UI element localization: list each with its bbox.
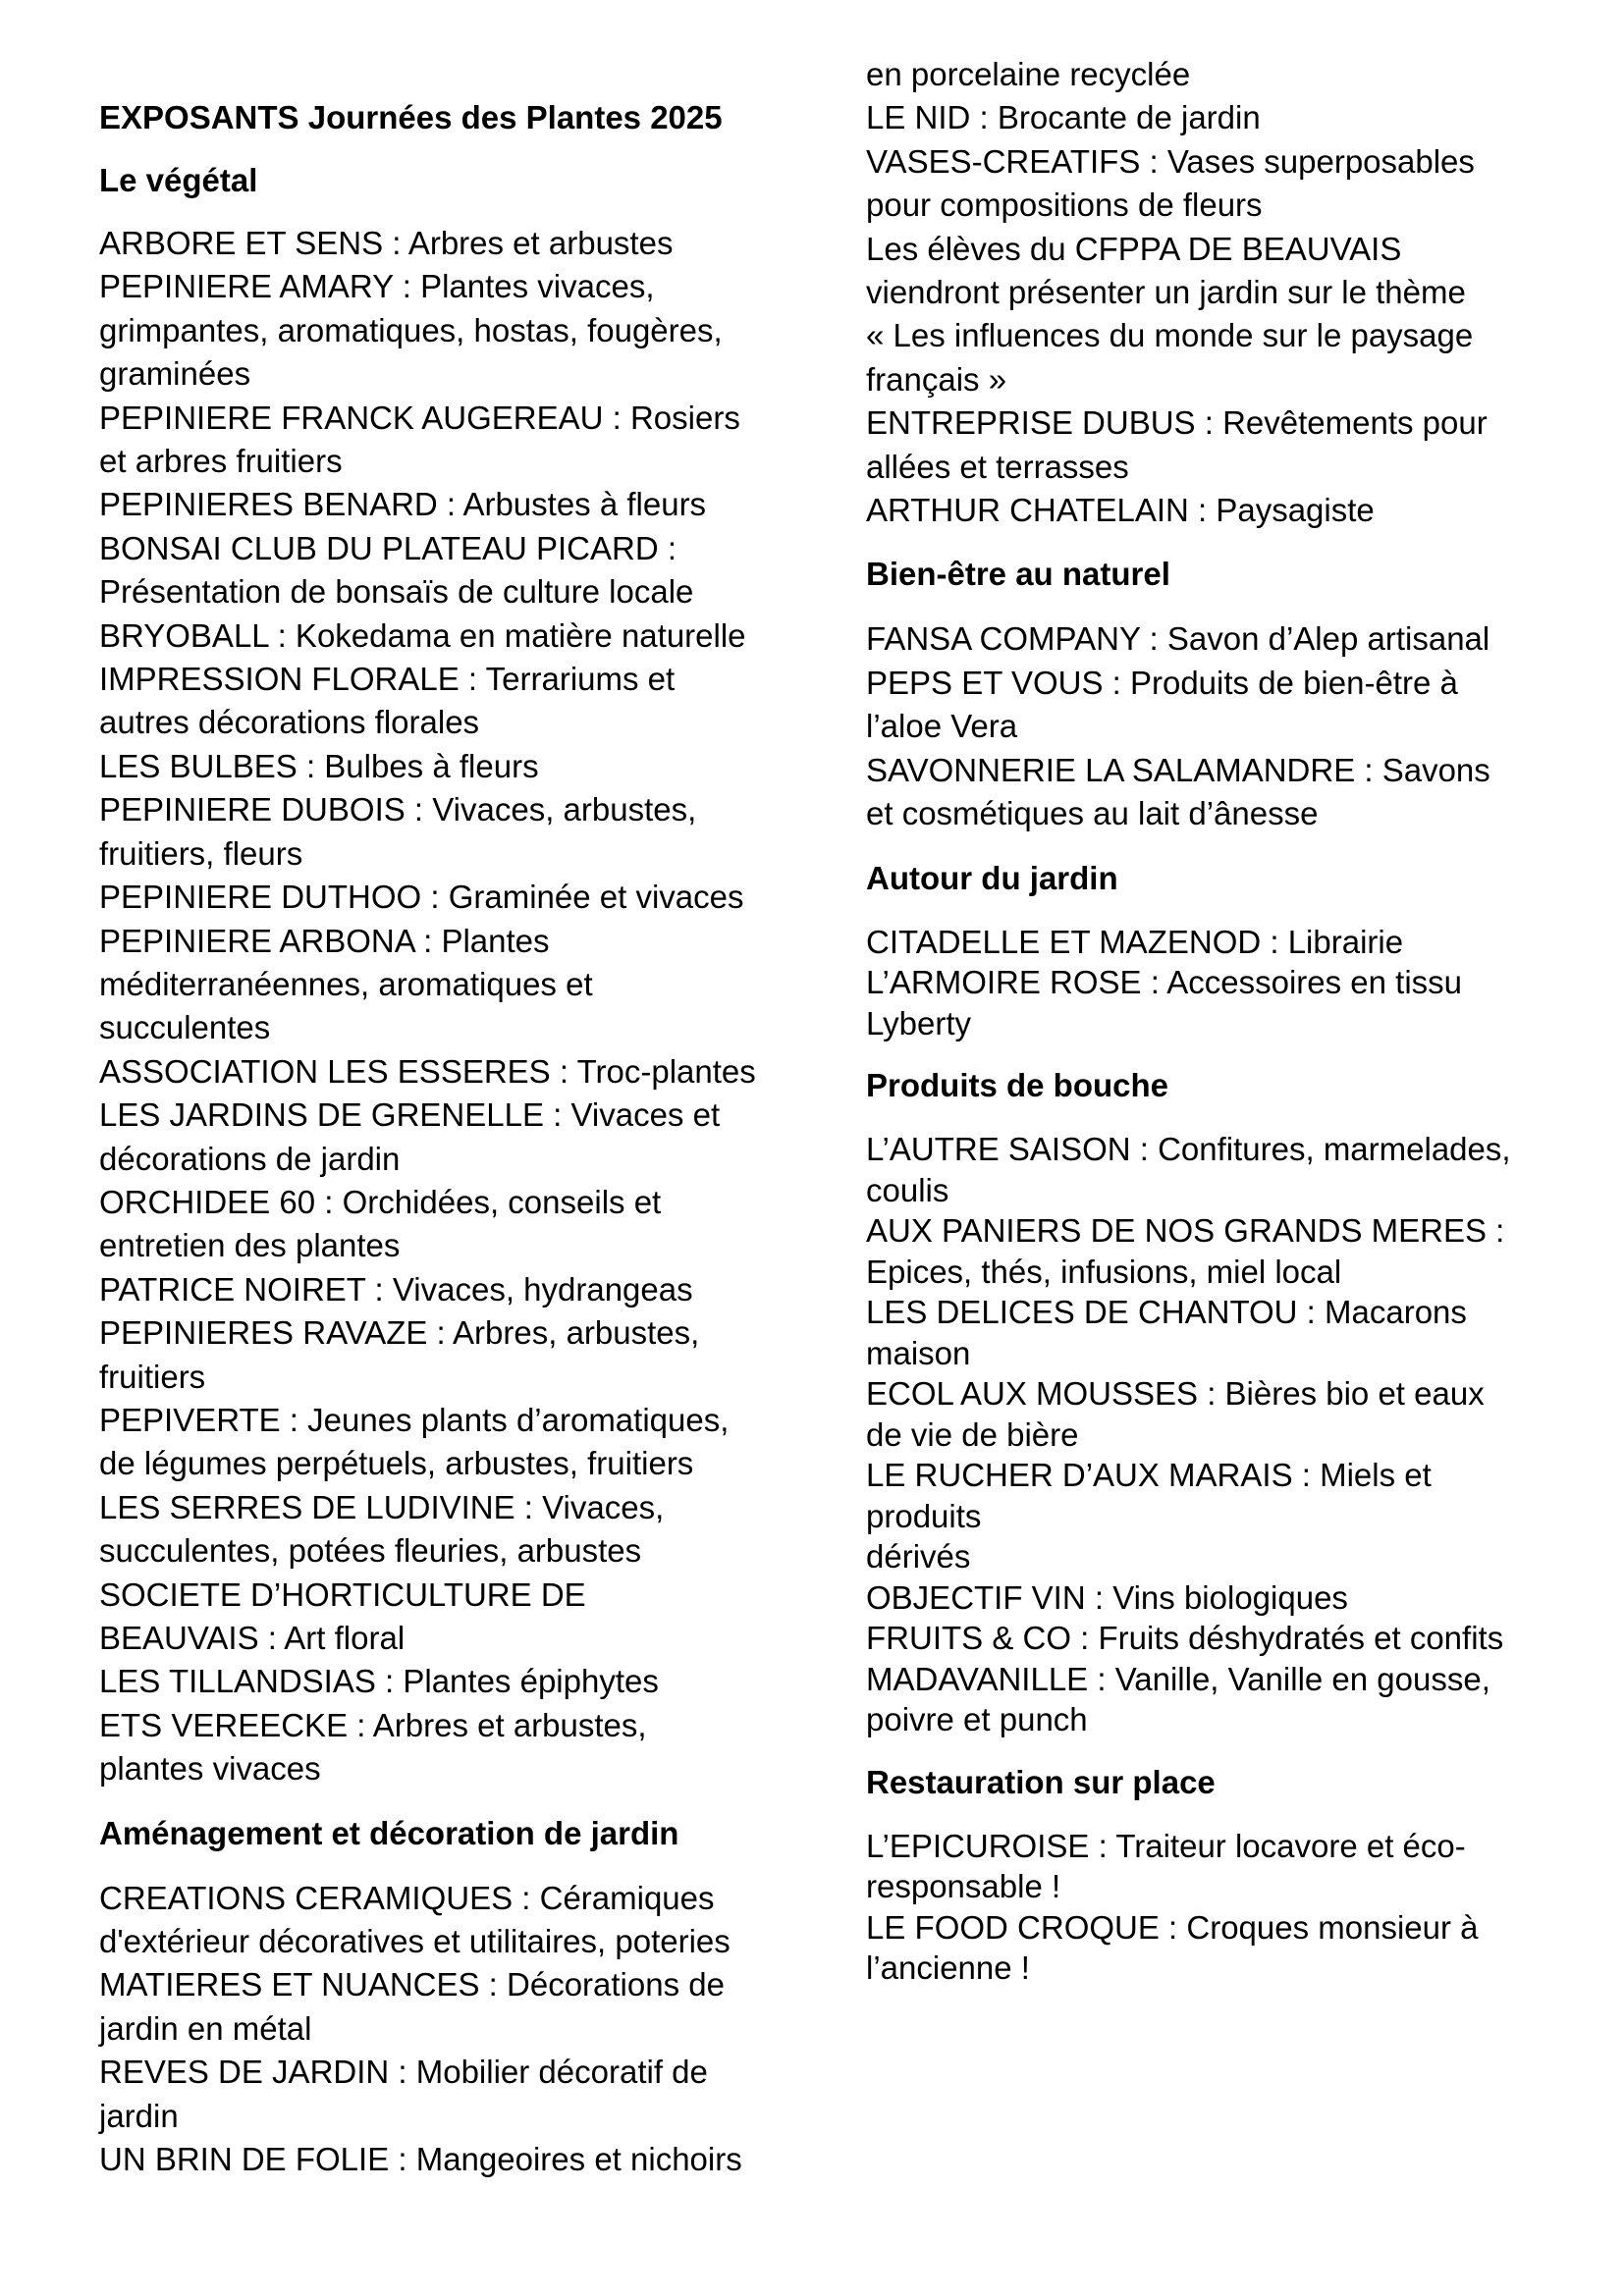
exhibitor-text: maison <box>866 1334 971 1371</box>
list-line <box>99 440 786 483</box>
list-line <box>99 788 786 831</box>
exhibitor-text: jardin en métal <box>99 2009 312 2047</box>
list-line <box>99 1963 786 2006</box>
list-line <box>99 1529 786 1573</box>
list-line <box>866 749 1553 792</box>
exhibitor-text: de vie de bière <box>866 1415 1079 1453</box>
list-line <box>99 1356 786 1399</box>
list-line <box>99 1747 786 1790</box>
list-line <box>99 1660 786 1703</box>
list-line <box>99 1877 786 1920</box>
exhibitor-text: ORCHIDEE 60 : Orchidées, conseils et <box>99 1183 662 1220</box>
list-line <box>99 658 786 701</box>
exhibitor-text: viendront présenter un jardin sur le thème <box>866 274 1466 311</box>
exhibitor-text: VASES-CREATIFS : Vases superposables <box>866 142 1475 180</box>
list-line <box>866 1170 1553 1211</box>
list-line <box>99 1094 786 1137</box>
list-line <box>99 876 786 919</box>
list-line <box>99 265 786 308</box>
list-line <box>866 1659 1553 1700</box>
exhibitor-text: l’aloe Vera <box>866 708 1018 745</box>
list-line <box>99 222 786 265</box>
list-line <box>866 1003 1553 1044</box>
exhibitor-text: BEAUVAIS : Art floral <box>99 1620 406 1656</box>
list-line <box>866 228 1553 271</box>
exhibitor-text: plantes vivaces <box>99 1750 321 1788</box>
exhibitor-text: décorations de jardin <box>99 1140 401 1177</box>
section-heading-produits-de-bouche: Produits de bouche <box>866 1067 1169 1103</box>
exhibitor-list-vegetal <box>99 222 786 1791</box>
exhibitor-text: français » <box>866 360 1007 398</box>
list-line <box>866 446 1553 489</box>
exhibitor-text: PEPINIERE DUTHOO : Graminée et vivaces <box>99 879 744 916</box>
list-line <box>99 1442 786 1485</box>
exhibitor-text: PEPS ET VOUS : Produits de bien-être à <box>866 664 1458 701</box>
exhibitor-text: pour compositions de fleurs <box>866 187 1263 224</box>
exhibitor-text: BONSAI CLUB DU PLATEAU PICARD : <box>99 529 677 566</box>
right-column <box>866 0 1553 1989</box>
list-line <box>866 271 1553 314</box>
exhibitor-text: PATRICE NOIRET : Vivaces, hydrangeas <box>99 1270 693 1308</box>
exhibitor-text: de légumes perpétuels, arbustes, fruitiers <box>99 1445 694 1482</box>
list-line <box>866 1252 1553 1293</box>
exhibitor-text: PEPINIERE FRANCK AUGEREAU : Rosiers <box>99 399 740 436</box>
list-line <box>99 570 786 614</box>
list-line <box>99 1006 786 1049</box>
list-line <box>866 1333 1553 1374</box>
exhibitor-text: allées et terrasses <box>866 448 1129 485</box>
exhibitor-text: ARTHUR CHATELAIN : Paysagiste <box>866 492 1375 529</box>
exhibitor-text: graminées <box>99 355 251 393</box>
exhibitor-text: ENTREPRISE DUBUS : Revêtements pour <box>866 404 1488 442</box>
left-column <box>99 0 786 2181</box>
exhibitor-list-autour-du-jardin <box>866 922 1553 1044</box>
list-line <box>866 922 1553 963</box>
list-line <box>99 352 786 396</box>
exhibitor-text: grimpantes, aromatiques, hostas, fougères, <box>99 311 723 348</box>
exhibitor-text: CITADELLE ET MAZENOD : Librairie <box>866 923 1404 960</box>
list-line <box>866 1866 1553 1907</box>
exhibitor-text: Epices, thés, infusions, miel local <box>866 1253 1342 1290</box>
list-line <box>99 397 786 440</box>
exhibitor-list-amenagement <box>99 1877 786 2182</box>
section-heading-restauration: Restauration sur place <box>866 1763 1216 1800</box>
exhibitor-text: UN BRIN DE FOLIE : Mangeoires et nichoirs <box>99 2141 742 2178</box>
list-line <box>99 2007 786 2051</box>
list-line <box>99 920 786 963</box>
exhibitor-list-restauration <box>866 1826 1553 1989</box>
exhibitor-text: L’EPICUROISE : Traiteur locavore et éco- <box>866 1827 1466 1864</box>
exhibitor-text: MADAVANILLE : Vanille, Vanille en gousse, <box>866 1660 1490 1697</box>
list-line <box>866 1496 1553 1537</box>
section-heading-autour-du-jardin: Autour du jardin <box>866 859 1118 896</box>
exhibitor-text: REVES DE JARDIN : Mobilier décoratif de <box>99 2054 708 2091</box>
exhibitor-text: produits <box>866 1497 982 1534</box>
list-line <box>866 1577 1553 1619</box>
list-line <box>866 1210 1553 1252</box>
exhibitor-text: L’ARMOIRE ROSE : Accessoires en tissu <box>866 964 1463 1000</box>
exhibitor-text: ARBORE ET SENS : Arbres et arbustes <box>99 225 674 261</box>
list-line <box>99 483 786 526</box>
exhibitor-text: IMPRESSION FLORALE : Terrariums et <box>99 661 676 698</box>
exhibitor-text: PEPINIERE ARBONA : Plantes <box>99 922 550 959</box>
list-line <box>866 314 1553 357</box>
exhibitor-text: Présentation de bonsaïs de culture locale <box>99 573 694 611</box>
list-line <box>99 527 786 570</box>
exhibitor-text: en porcelaine recyclée <box>866 56 1191 92</box>
list-line <box>99 745 786 788</box>
list-line <box>99 1138 786 1181</box>
exhibitor-text: FANSA COMPANY : Savon d’Alep artisanal <box>866 620 1490 658</box>
exhibitor-text: fruitiers <box>99 1358 206 1395</box>
list-line <box>99 1399 786 1442</box>
list-line <box>866 617 1553 661</box>
exhibitor-text: LE RUCHER D’AUX MARAIS : Miels et <box>866 1457 1432 1493</box>
list-line <box>866 489 1553 532</box>
exhibitor-text: l’ancienne ! <box>866 1949 1030 1986</box>
exhibitor-text: SOCIETE D’HORTICULTURE DE <box>99 1575 586 1613</box>
exhibitor-text: AUX PANIERS DE NOS GRANDS MERES : <box>866 1212 1505 1249</box>
exhibitor-text: ECOL AUX MOUSSES : Bières bio et eaux <box>866 1375 1485 1412</box>
list-line <box>99 1224 786 1267</box>
exhibitor-text: et arbres fruitiers <box>99 443 343 480</box>
exhibitor-text: PEPINIERES RAVAZE : Arbres, arbustes, <box>99 1314 700 1352</box>
list-line <box>866 1699 1553 1740</box>
exhibitor-text: LE NID : Brocante de jardin <box>866 99 1261 136</box>
exhibitor-text: LES DELICES DE CHANTOU : Macarons <box>866 1294 1467 1330</box>
exhibitor-text: fruitiers, fleurs <box>99 834 303 872</box>
list-line <box>866 1292 1553 1333</box>
exhibitor-text: autres décorations florales <box>99 704 480 741</box>
exhibitor-text: LES SERRES DE LUDIVINE : Vivaces, <box>99 1488 665 1525</box>
exhibitor-text: ASSOCIATION LES ESSERES : Troc-plantes <box>99 1052 756 1090</box>
list-line <box>99 1311 786 1355</box>
list-line <box>99 1574 786 1617</box>
list-line <box>866 1455 1553 1496</box>
exhibitor-text: méditerranéennes, aromatiques et <box>99 965 593 1002</box>
exhibitor-text: dérivés <box>866 1538 971 1575</box>
list-line <box>99 2051 786 2094</box>
exhibitor-text: entretien des plantes <box>99 1227 401 1264</box>
exhibitor-text: succulentes <box>99 1009 271 1046</box>
list-line <box>866 358 1553 401</box>
list-line <box>99 963 786 1006</box>
list-line <box>99 614 786 658</box>
list-line <box>99 1920 786 1963</box>
exhibitor-text: LES JARDINS DE GRENELLE : Vivaces et <box>99 1096 721 1134</box>
exhibitor-text: PEPINIERES BENARD : Arbustes à fleurs <box>99 486 707 523</box>
list-line <box>99 2138 786 2181</box>
list-line <box>866 1373 1553 1415</box>
exhibitor-text: succulentes, potées fleuries, arbustes <box>99 1532 642 1570</box>
list-line <box>866 1826 1553 1867</box>
exhibitor-text: LE FOOD CROQUE : Croques monsieur à <box>866 1908 1479 1946</box>
list-line <box>99 1486 786 1529</box>
list-line <box>99 1268 786 1311</box>
list-line <box>866 1415 1553 1456</box>
list-line <box>866 1948 1553 1989</box>
list-line <box>866 1129 1553 1170</box>
section-heading-bien-etre: Bien-être au naturel <box>866 556 1170 593</box>
exhibitor-list-bien-etre <box>866 617 1553 835</box>
exhibitor-text: MATIERES ET NUANCES : Décorations de <box>99 1966 725 2003</box>
list-line <box>866 184 1553 227</box>
exhibitor-text: BRYOBALL : Kokedama en matière naturelle <box>99 616 746 654</box>
list-line <box>866 1907 1553 1949</box>
exhibitor-text: L’AUTRE SAISON : Confitures, marmelades, <box>866 1131 1511 1167</box>
exhibitor-text: responsable ! <box>866 1868 1061 1904</box>
list-line <box>99 309 786 352</box>
exhibitor-text: poivre et punch <box>866 1701 1088 1737</box>
list-line <box>99 701 786 744</box>
list-line <box>99 832 786 876</box>
list-line <box>866 662 1553 705</box>
section-heading-vegetal: Le végétal <box>99 162 258 198</box>
list-line <box>866 140 1553 184</box>
exhibitor-text: PEPINIERE AMARY : Plantes vivaces, <box>99 268 655 305</box>
list-line <box>866 1618 1553 1659</box>
exhibitor-text: ETS VEREECKE : Arbres et arbustes, <box>99 1706 647 1743</box>
list-line <box>866 96 1553 139</box>
exhibitor-text: et cosmétiques au lait d’ânesse <box>866 795 1319 832</box>
list-line <box>99 1181 786 1224</box>
exhibitor-text: LES TILLANDSIAS : Plantes épiphytes <box>99 1663 659 1700</box>
exhibitor-text: d'extérieur décoratives et utilitaires, poteries <box>99 1923 731 1960</box>
exhibitor-text: CREATIONS CERAMIQUES : Céramiques <box>99 1879 715 1916</box>
list-line <box>99 2095 786 2138</box>
list-line <box>866 1536 1553 1577</box>
list-line <box>99 1617 786 1660</box>
exhibitor-text: Lyberty <box>866 1004 971 1041</box>
exhibitor-text: PEPIVERTE : Jeunes plants d’aromatiques, <box>99 1401 730 1438</box>
list-line <box>99 1050 786 1094</box>
exhibitor-list-amenagement-continued <box>866 53 1553 532</box>
list-line <box>866 705 1553 748</box>
list-line <box>866 792 1553 835</box>
section-heading-amenagement: Aménagement et décoration de jardin <box>99 1814 679 1851</box>
list-line <box>99 1704 786 1747</box>
exhibitor-text: LES BULBES : Bulbes à fleurs <box>99 747 539 784</box>
list-line <box>866 53 1553 96</box>
exhibitor-text: SAVONNERIE LA SALAMANDRE : Savons <box>866 751 1490 788</box>
exhibitor-text: OBJECTIF VIN : Vins biologiques <box>866 1578 1348 1616</box>
list-line <box>866 401 1553 445</box>
exhibitor-text: « Les influences du monde sur le paysage <box>866 317 1474 354</box>
list-line <box>866 962 1553 1003</box>
document-title: EXPOSANTS Journées des Plantes 2025 <box>99 99 723 135</box>
exhibitor-text: PEPINIERE DUBOIS : Vivaces, arbustes, <box>99 791 697 828</box>
exhibitor-text: coulis <box>866 1171 949 1208</box>
exhibitor-text: jardin <box>99 2097 179 2134</box>
exhibitor-list-produits-de-bouche <box>866 1129 1553 1740</box>
exhibitor-text: FRUITS & CO : Fruits déshydratés et confits <box>866 1620 1504 1656</box>
exhibitor-text: Les élèves du CFPPA DE BEAUVAIS <box>866 230 1402 267</box>
